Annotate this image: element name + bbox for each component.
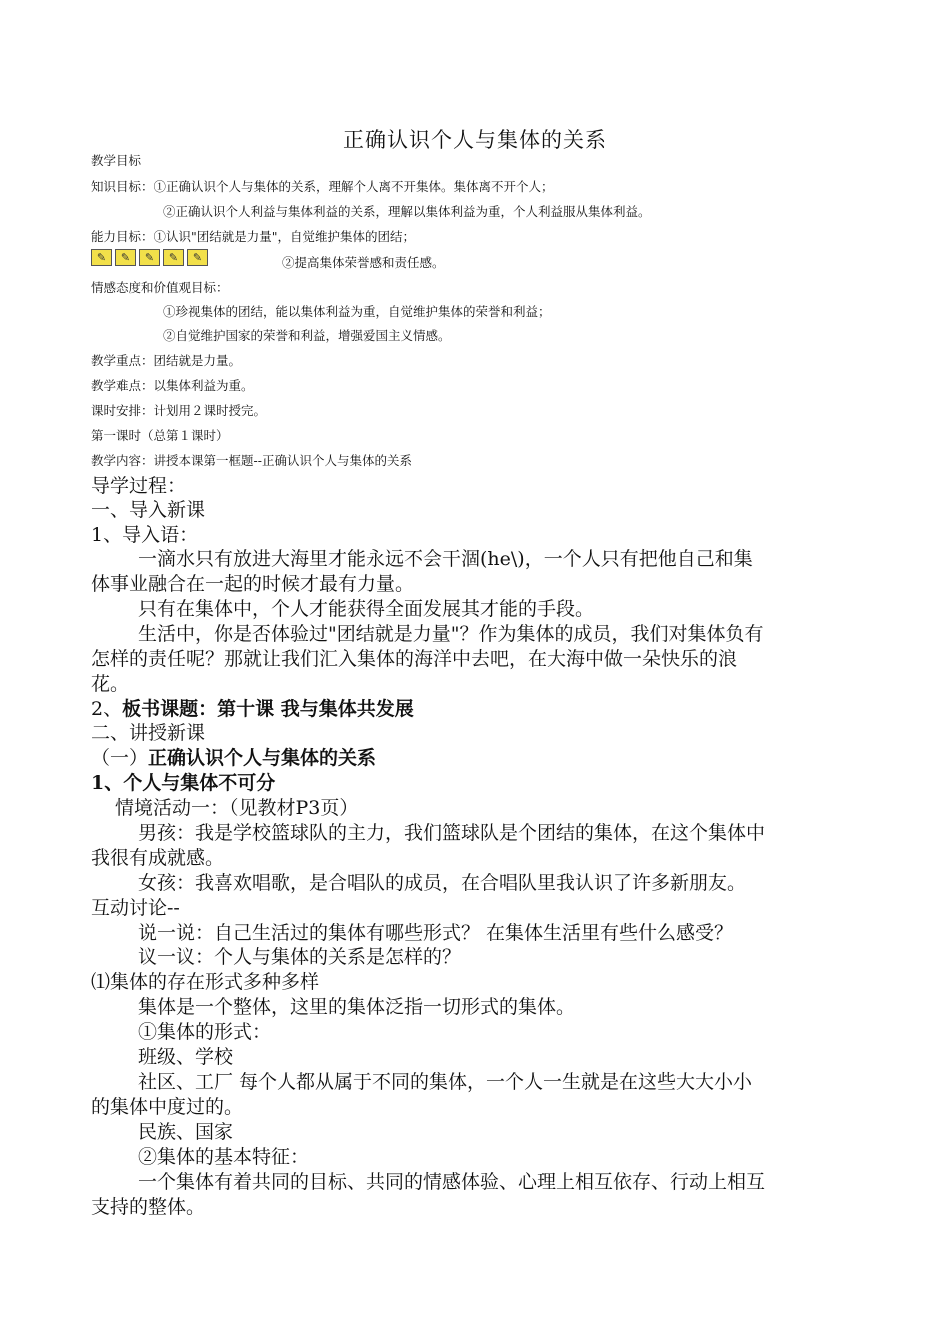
goals-heading: 教学目标 <box>91 153 142 168</box>
paragraph-line: 男孩：我是学校篮球队的主力，我们篮球队是个团结的集体，在这个集体中 <box>138 822 766 844</box>
pencil-icon: ✎ <box>91 249 112 266</box>
topic-heading: 1、个人与集体不可分 <box>91 772 276 794</box>
lesson-info: 第一课时（总第１课时） <box>91 428 229 443</box>
ability-goal-2: ②提高集体荣誉感和责任感。 <box>282 255 445 270</box>
section-2-heading: 二、讲授新课 <box>91 722 206 744</box>
section-1-2-heading <box>91 697 414 721</box>
subsection-number: （一） <box>91 747 149 769</box>
paragraph-line: ①集体的形式： <box>138 1021 272 1043</box>
emotion-goal-2: ②自觉维护国家的荣誉和利益，增强爱国主义情感。 <box>163 328 451 343</box>
paragraph-line: 民族、国家 <box>138 1121 234 1143</box>
decorative-icon-strip <box>91 249 208 266</box>
difficulty: 教学难点：以集体利益为重。 <box>91 378 254 393</box>
schedule: 课时安排：计划用２课时授完。 <box>91 403 267 418</box>
document-title: 正确认识个人与集体的关系 <box>343 128 607 152</box>
subsection-title: 正确认识个人与集体的关系 <box>148 747 377 769</box>
paragraph-line: 议一议：个人与集体的关系是怎样的？ <box>138 946 462 968</box>
paragraph-line: 社区、工厂 每个人都从属于不同的集体，一个人一生就是在这些大大小小 <box>138 1071 753 1093</box>
section-1-1-heading: 1、导入语： <box>91 524 199 546</box>
ability-goal-1: 能力目标：①认识"团结就是力量"，自觉维护集体的团结； <box>91 229 416 244</box>
point-heading: ⑴集体的存在形式多种多样 <box>91 971 320 993</box>
paragraph-line: 集体是一个整体，这里的集体泛指一切形式的集体。 <box>138 996 576 1018</box>
activity-line: 情境活动一：（见教材P3页） <box>115 797 359 819</box>
paragraph-line: 一个集体有着共同的目标、共同的情感体验、心理上相互依存、行动上相互 <box>138 1171 766 1193</box>
paragraph-line: ②集体的基本特征： <box>138 1146 310 1168</box>
paragraph-line: 怎样的责任呢？那就让我们汇入集体的海洋中去吧，在大海中做一朵快乐的浪 <box>91 648 738 670</box>
pencil-icon: ✎ <box>187 249 208 266</box>
knowledge-goal-2: ②正确认识个人利益与集体利益的关系，理解以集体利益为重，个人利益服从集体利益。 <box>163 204 651 219</box>
emotion-goals-heading: 情感态度和价值观目标： <box>91 280 229 295</box>
teaching-content: 教学内容：讲授本课第一框题--正确认识个人与集体的关系 <box>91 453 412 468</box>
knowledge-goal-1: 知识目标：①正确认识个人与集体的关系，理解个人离不开集体。集体离不开个人； <box>91 179 554 194</box>
paragraph-line: 只有在集体中，个人才能获得全面发展其才能的手段。 <box>138 598 595 620</box>
subsection-heading <box>91 746 376 770</box>
paragraph-line: 我很有成就感。 <box>91 847 225 869</box>
section-1-heading: 一、导入新课 <box>91 499 206 521</box>
key-point: 教学重点：团结就是力量。 <box>91 353 242 368</box>
pencil-icon: ✎ <box>163 249 184 266</box>
pencil-icon: ✎ <box>115 249 136 266</box>
paragraph-line: 的集体中度过的。 <box>91 1096 244 1118</box>
section-number: 2、 <box>91 698 123 720</box>
paragraph-line: 体事业融合在一起的时候才最有力量。 <box>91 573 415 595</box>
emotion-goal-1: ①珍视集体的团结，能以集体利益为重，自觉维护集体的荣誉和利益； <box>163 304 551 319</box>
paragraph-line: 说一说：自己生活过的集体有哪些形式？ 在集体生活里有些什么感受？ <box>138 922 734 944</box>
paragraph-line: 支持的整体。 <box>91 1196 206 1218</box>
paragraph-line: 生活中，你是否体验过"团结就是力量"？作为集体的成员，我们对集体负有 <box>138 623 764 645</box>
lesson-title-bold: 板书课题：第十课 我与集体共发展 <box>122 698 414 720</box>
paragraph-line: 班级、学校 <box>138 1046 234 1068</box>
paragraph-line: 花。 <box>91 673 130 695</box>
pencil-icon: ✎ <box>139 249 160 266</box>
paragraph-line: 一滴水只有放进大海里才能永远不会干涸(he\)，一个人只有把他自己和集 <box>138 548 753 570</box>
paragraph-line: 女孩：我喜欢唱歌，是合唱队的成员，在合唱队里我认识了许多新朋友。 <box>138 872 747 894</box>
process-heading: 导学过程： <box>91 475 187 497</box>
discussion-heading: 互动讨论-- <box>91 897 180 919</box>
